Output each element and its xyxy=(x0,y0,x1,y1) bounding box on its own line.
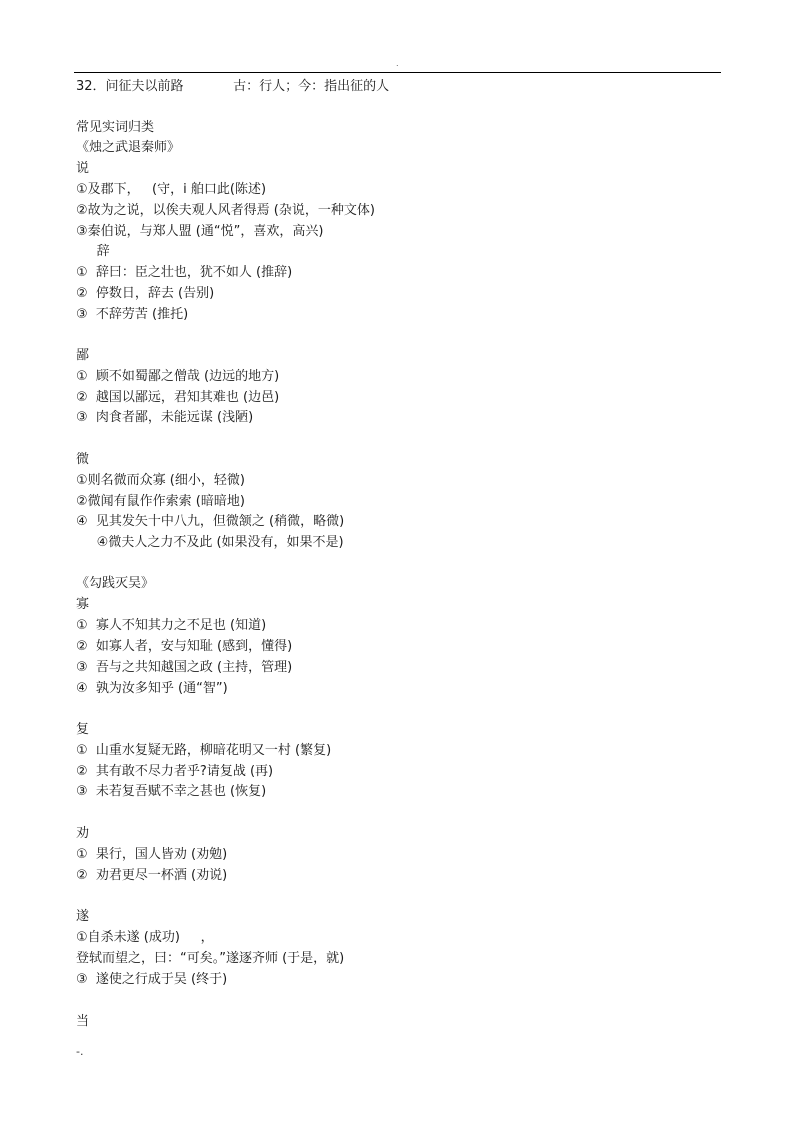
text-line: ① 寡人不知其力之不足也 (知道) xyxy=(76,618,267,633)
text-line: ③ 未若复吾赋不幸之甚也 (恢复) xyxy=(76,784,267,799)
text-line: ② 停数日，辞去 (告别) xyxy=(76,286,215,301)
section-heading: 常见实词归类 xyxy=(76,120,155,135)
text-line: ③ 遂使之行成于吴 (终于) xyxy=(76,972,228,987)
text-line: ①自杀未遂 (成功) ， xyxy=(76,930,214,945)
text-line: ④ 孰为汝多知乎 (通“智”) xyxy=(76,681,228,696)
text-line: ④ 见其发矢十中八九，但微颔之 (稍微，略微) xyxy=(76,514,345,529)
text-line: ②微闻有鼠作作索索 (暗暗地) xyxy=(76,494,245,509)
text-line: ①及郡下， (守，i 舶口此(陈述) xyxy=(76,182,267,197)
text-line: ② 越国以鄙远，君知其难也 (边邑) xyxy=(76,390,280,405)
text-line: 登轼而望之，曰：“可矣。”遂逐齐师 (于是，就) xyxy=(76,951,345,966)
text-line: ④微夫人之力不及此 (如果没有，如果不是) xyxy=(76,535,344,550)
text-line: ③秦伯说，与郑人盟 (通“悦”，喜欢，高兴) xyxy=(76,224,324,239)
header-rule xyxy=(74,72,721,73)
word-heading: 辞 xyxy=(76,244,110,259)
text-line: ② 如寡人者，安与知耻 (感到，懂得) xyxy=(76,639,293,654)
text-line: ③ 吾与之共知越国之政 (主持，管理) xyxy=(76,660,293,675)
word-heading: 微 xyxy=(76,452,90,467)
text-line: ②故为之说，以俟夫观人风者得焉 (杂说，一种文体) xyxy=(76,203,375,218)
text-line: ① 辞曰：臣之壮也，犹不如人 (推辞) xyxy=(76,265,293,280)
word-heading: 劝 xyxy=(76,826,90,841)
word-heading: 说 xyxy=(76,161,90,176)
text-line: ③ 肉食者鄙，未能远谋 (浅陋) xyxy=(76,410,254,425)
text-line: ①则名微而众寡 (细小，轻微) xyxy=(76,473,245,488)
header-mark: . xyxy=(396,59,399,68)
text-title: 《烛之武退秦师》 xyxy=(76,140,181,155)
text-title: 《勾践灭吴》 xyxy=(76,576,155,591)
text-line: ③ 不辞劳苦 (推托) xyxy=(76,307,189,322)
text-line: ① 果行，国人皆劝 (劝勉) xyxy=(76,847,228,862)
word-heading: 当 xyxy=(76,1014,90,1029)
footer-mark: -. xyxy=(76,1045,84,1058)
word-heading: 复 xyxy=(76,722,90,737)
text-line: ① 顾不如蜀鄙之僧哉 (边远的地方) xyxy=(76,369,280,384)
text-line: ① 山重水复疑无路，柳暗花明又一村 (繁复) xyxy=(76,743,332,758)
text-line: ② 其有敢不尽力者乎?请复战 (再) xyxy=(76,764,274,779)
text-line: ② 劝君更尽一杯酒 (劝说) xyxy=(76,868,228,883)
text-line: 32．问征夫以前路 古：行人；今：指出征的人 xyxy=(76,79,390,94)
word-heading: 寡 xyxy=(76,597,90,612)
word-heading: 鄙 xyxy=(76,348,90,363)
word-heading: 遂 xyxy=(76,909,90,924)
